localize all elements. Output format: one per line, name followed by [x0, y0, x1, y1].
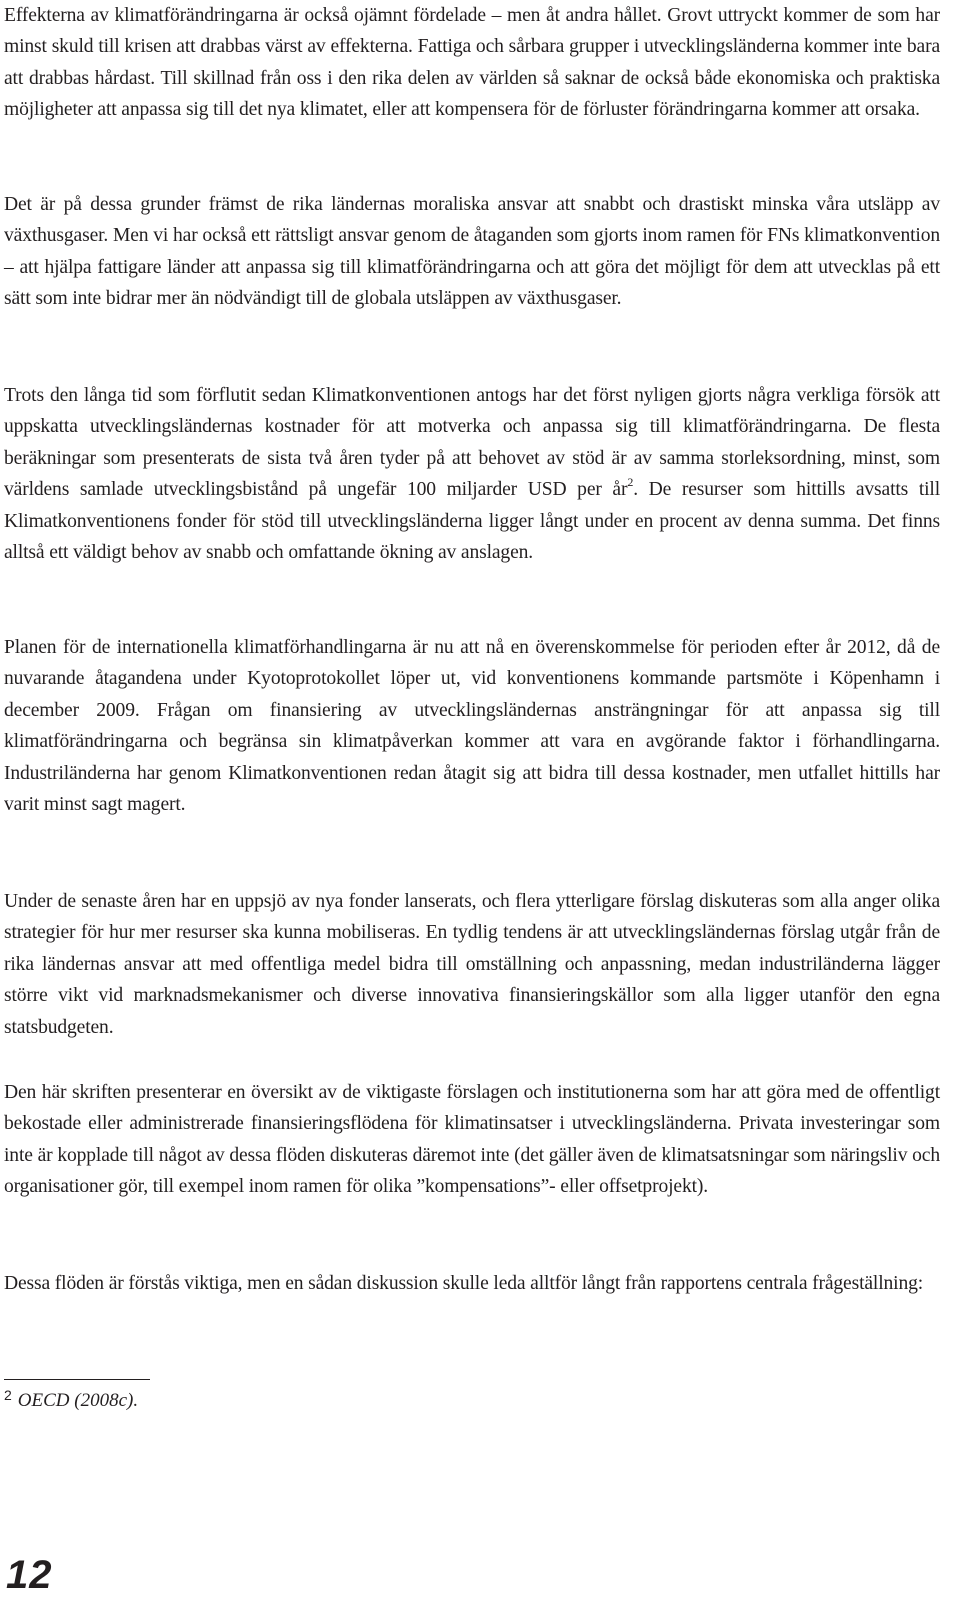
paragraph-effects-unequal: Effekterna av klimatförändringarna är också ojämnt fördelade – men åt andra hållet. Grovt uttryckt kommer de som har minst skuld till krisen att drabbas värst av effekterna. Fattiga och sårbara grupper i utvecklingsländerna kommer inte bara att drabbas hårdast. Till skillnad från oss i den rika delen av världen så saknar de också både ekonomiska och praktiska möjligheter att anpassa sig till det nya klimatet, eller att kompensera för de förluster förändringarna kommer att orsaka. — [4, 5, 940, 121]
footnote-text: OECD (2008c). — [17, 1390, 139, 1411]
paragraph-overview: Den här skriften presenterar en översikt av de viktigaste förslagen och institutionerna som har att göra med de offentligt bekostade eller administrerade finansieringsflödena för klimatinsatser i utvecklingsländerna. Privata investeringar som inte är kopplade till något av dessa flöden diskuteras däremot inte (det gäller även de klimatsatsningar som näringsliv och organisationer gör, till exempel inom ramen för olika ”kompensations”- eller offsetprojekt). — [4, 1082, 940, 1198]
paragraph-cost-estimates-text: Trots den långa tid som förflutit sedan Klimatkonventionen antogs har det först nyligen gjorts några verkliga försök att uppskatta utvecklingsländernas kostnader för att motverka och anpassa sig till klimatförändringarna. De flesta beräkningar som presenterats de sista två åren tyder på att behovet av stöd är av samma storleksordning, minst, som världens samlade utvecklingsbistånd på ungefär 100 miljarder USD per år — [4, 385, 940, 501]
paragraph-cost-estimates — [4, 380, 940, 568]
page-number: 12 — [6, 1553, 53, 1597]
footnote-divider — [4, 1379, 150, 1380]
footnote — [4, 1387, 138, 1415]
paragraph-cost-estimates-continuation: . De resurser som hittills avsatts till Klimatkonventionens fonder för stöd till utvecklingsländerna ligger långt under en procent av denna summa. Det finns alltså ett väldigt behov av snabb och omfattande ökning av anslagen. — [4, 479, 940, 564]
paragraph-responsibility: Det är på dessa grunder främst de rika ländernas moraliska ansvar att snabbt och drastiskt minska våra utsläpp av växthusgaser. Men vi har också ett rättsligt ansvar genom de åtaganden som gjorts inom ramen för FNs klimatkonvention – att hjälpa fattigare länder att anpassa sig till klimatförändringarna och att göra det möjligt för dem att utvecklas på ett sätt som inte bidrar mer än nödvändigt till de globala utsläppen av växthusgaser. — [4, 194, 940, 310]
footnote-mark: 2 — [4, 1387, 12, 1403]
footnote-reference: 2 — [627, 474, 634, 489]
paragraph-new-funds: Under de senaste åren har en uppsjö av nya fonder lanserats, och flera ytterligare förslag diskuteras som alla anger olika strategier för hur mer resurser ska kunna mobiliseras. En tydlig tendens är att utvecklingsländernas förslag utgår från de rika ländernas ansvar att med offentliga medel bidra till omställning och anpassning, medan industriländerna lägger större vikt vid marknadsmekanismer och diverse innovativa finansieringskällor som alla ligger utanför den egna statsbudgeten. — [4, 891, 940, 1038]
paragraph-negotiations: Planen för de internationella klimatförhandlingarna är nu att nå en överenskommelse för perioden efter år 2012, då de nuvarande åtagandena under Kyotoprotokollet löper ut, vid konventionens kommande partsmöte i Köpenhamn i december 2009. Frågan om finansiering av utvecklingsländernas ansträngningar för att anpassa sig till klimatförändringarna och begränsa sin klimatpåverkan kommer att vara en avgörande faktor i förhandlingarna. Industriländerna har genom Klimatkonventionen redan åtagit sig att bidra till dessa kostnader, men utfallet hittills har varit minst sagt magert. — [4, 637, 940, 816]
paragraph-central-question: Dessa flöden är förstås viktiga, men en sådan diskussion skulle leda alltför långt från rapportens centrala frågeställning: — [4, 1273, 924, 1294]
